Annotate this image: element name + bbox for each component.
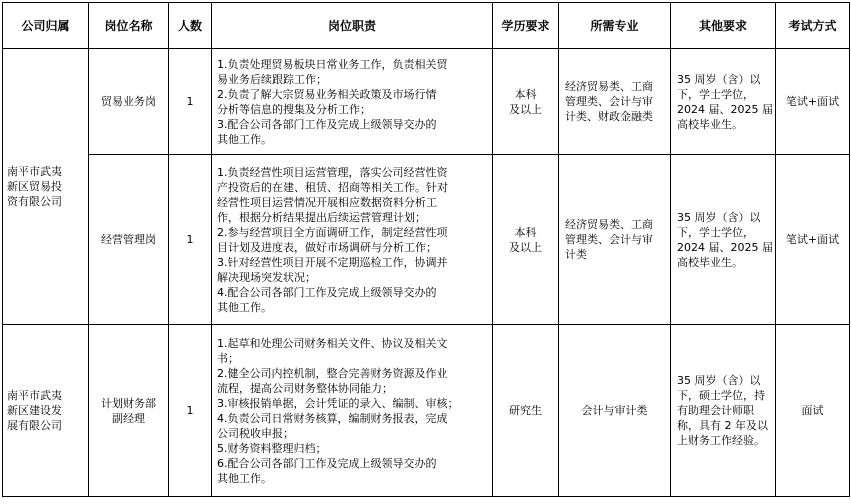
duty-line: 目计划及进度表，做好市场调研与分析工作；	[217, 240, 437, 254]
other-line: 下，学士学位，	[677, 225, 754, 239]
education-line: 研究生	[509, 404, 542, 417]
position-title-cell	[89, 49, 169, 155]
exam-cell: 笔试+面试	[776, 49, 850, 155]
duty-line: 2.负责了解大宗贸易业务相关政策及市场行情	[217, 87, 437, 101]
position-title-cell	[89, 325, 169, 497]
other-line: 高校毕业生。	[677, 255, 743, 269]
duty-line: 1.负责处理贸易板块日常业务工作，负责相关贸	[217, 57, 448, 71]
duty-line: 5.财务资料整理归档；	[217, 441, 327, 455]
header-education: 学历要求	[493, 3, 559, 49]
other-line: 35 周岁（含）以	[677, 374, 761, 387]
headcount-cell: 1	[169, 49, 212, 155]
duties-cell	[212, 155, 493, 325]
company-name-line: 资有限公司	[7, 195, 62, 208]
duty-line: 分析等信息的搜集及分析工作；	[217, 102, 371, 116]
other-line: 下，硕士学位，持	[677, 389, 765, 402]
duties-cell	[212, 49, 493, 155]
duty-line: 经营性项目运营情况开展相应数据资料分析工	[217, 195, 437, 209]
duty-line: 解决现场突发状况；	[217, 270, 316, 284]
major-line: 会计与审计类	[581, 404, 648, 417]
header-company: 公司归属	[3, 3, 89, 49]
exam-cell: 面试	[776, 325, 850, 497]
duty-line: 其他工作。	[217, 132, 272, 146]
other-line: 高校毕业生。	[677, 117, 743, 131]
duty-line: 2.参与经营项目全方面调研工作，制定经营性项	[217, 225, 448, 239]
header-count: 人数	[169, 3, 212, 49]
header-major: 所需专业	[559, 3, 671, 49]
duty-line: 流程，提高公司财务整体协同能力；	[217, 381, 393, 395]
table-row	[3, 325, 850, 497]
position-title-cell	[89, 155, 169, 325]
duty-line: 易业务后续跟踪工作；	[217, 72, 327, 86]
education-cell	[493, 49, 559, 155]
headcount-cell: 1	[169, 325, 212, 497]
duty-line: 作，根据分析结果提出后续运营管理计划；	[217, 210, 426, 224]
other-line: 35 周岁（含）以	[677, 72, 761, 86]
duty-line: 3.针对经营性项目开展不定期巡检工作，协调并	[217, 255, 448, 269]
header-other: 其他要求	[671, 3, 776, 49]
company-name-line: 新区贸易投	[7, 180, 62, 193]
duty-line: 3.配合公司各部门工作及完成上级领导交办的	[217, 117, 437, 131]
other-line: 2024 届、2025 届	[677, 240, 773, 254]
company-cell	[3, 325, 89, 497]
major-cell	[559, 49, 671, 155]
duty-line: 产投资后的在建、租赁、招商等相关工作。针对	[217, 180, 448, 194]
duty-line: 1.负责经营性项目运营管理，落实公司经营性资	[217, 165, 448, 179]
other-requirements-cell	[671, 49, 776, 155]
education-line: 本科	[514, 87, 537, 101]
duty-line: 4.负责公司日常财务核算，编制财务报表，完成	[217, 411, 448, 425]
recruitment-table	[2, 2, 850, 497]
major-line: 经济贸易类、工商	[565, 218, 653, 231]
duty-line: 公司税收申报；	[217, 426, 294, 440]
duty-line: 3.审核报销单据，会计凭证的录入、编制、审核；	[217, 396, 459, 410]
education-cell	[493, 325, 559, 497]
headcount-cell: 1	[169, 155, 212, 325]
duty-line: 6.配合公司各部门工作及完成上级领导交办的	[217, 456, 437, 470]
company-name-line: 展有限公司	[7, 419, 62, 432]
other-requirements-cell	[671, 325, 776, 497]
header-duties: 岗位职责	[212, 3, 493, 49]
major-line: 管理类、会计与审	[565, 95, 653, 108]
major-line: 计类	[565, 248, 587, 261]
education-line: 本科	[514, 225, 537, 239]
company-name-line: 南平市武夷	[7, 389, 62, 402]
position-title: 经营管理岗	[101, 233, 156, 246]
duty-line: 4.配合公司各部门工作及完成上级领导交办的	[217, 285, 437, 299]
exam-cell: 笔试+面试	[776, 155, 850, 325]
duty-line: 其他工作。	[217, 300, 272, 314]
position-title: 计划财务部	[101, 396, 156, 410]
company-cell	[3, 49, 89, 325]
education-cell	[493, 155, 559, 325]
table-row	[3, 155, 850, 325]
header-position: 岗位名称	[89, 3, 169, 49]
other-line: 下，学士学位，	[677, 87, 754, 101]
other-line: 2024 届、2025 届	[677, 102, 773, 116]
duty-line: 1.起草和处理公司财务相关文件、协议及相关文	[217, 336, 448, 350]
major-line: 计类、财政金融类	[565, 110, 653, 123]
other-line: 称，具有 2 年及以	[677, 419, 768, 432]
other-line: 上财务工作经验。	[677, 434, 765, 447]
education-line: 及以上	[509, 240, 542, 254]
duty-line: 书；	[217, 351, 239, 365]
company-name-line: 新区建设发	[7, 404, 62, 417]
position-title: 副经理	[112, 411, 145, 425]
duties-cell	[212, 325, 493, 497]
header-row	[3, 3, 850, 49]
major-cell	[559, 325, 671, 497]
major-line: 管理类、会计与审	[565, 233, 653, 246]
duty-line: 其他工作。	[217, 471, 272, 485]
other-line: 35 周岁（含）以	[677, 210, 761, 224]
duty-line: 2.健全公司内控机制，整合完善财务资源及作业	[217, 366, 448, 380]
major-line: 经济贸易类、工商	[565, 80, 653, 93]
company-name-line: 南平市武夷	[7, 165, 62, 178]
table-row	[3, 49, 850, 155]
education-line: 及以上	[509, 102, 542, 116]
major-cell	[559, 155, 671, 325]
other-requirements-cell	[671, 155, 776, 325]
header-exam: 考试方式	[776, 3, 850, 49]
other-line: 有助理会计师职	[677, 404, 754, 417]
position-title: 贸易业务岗	[101, 95, 156, 108]
